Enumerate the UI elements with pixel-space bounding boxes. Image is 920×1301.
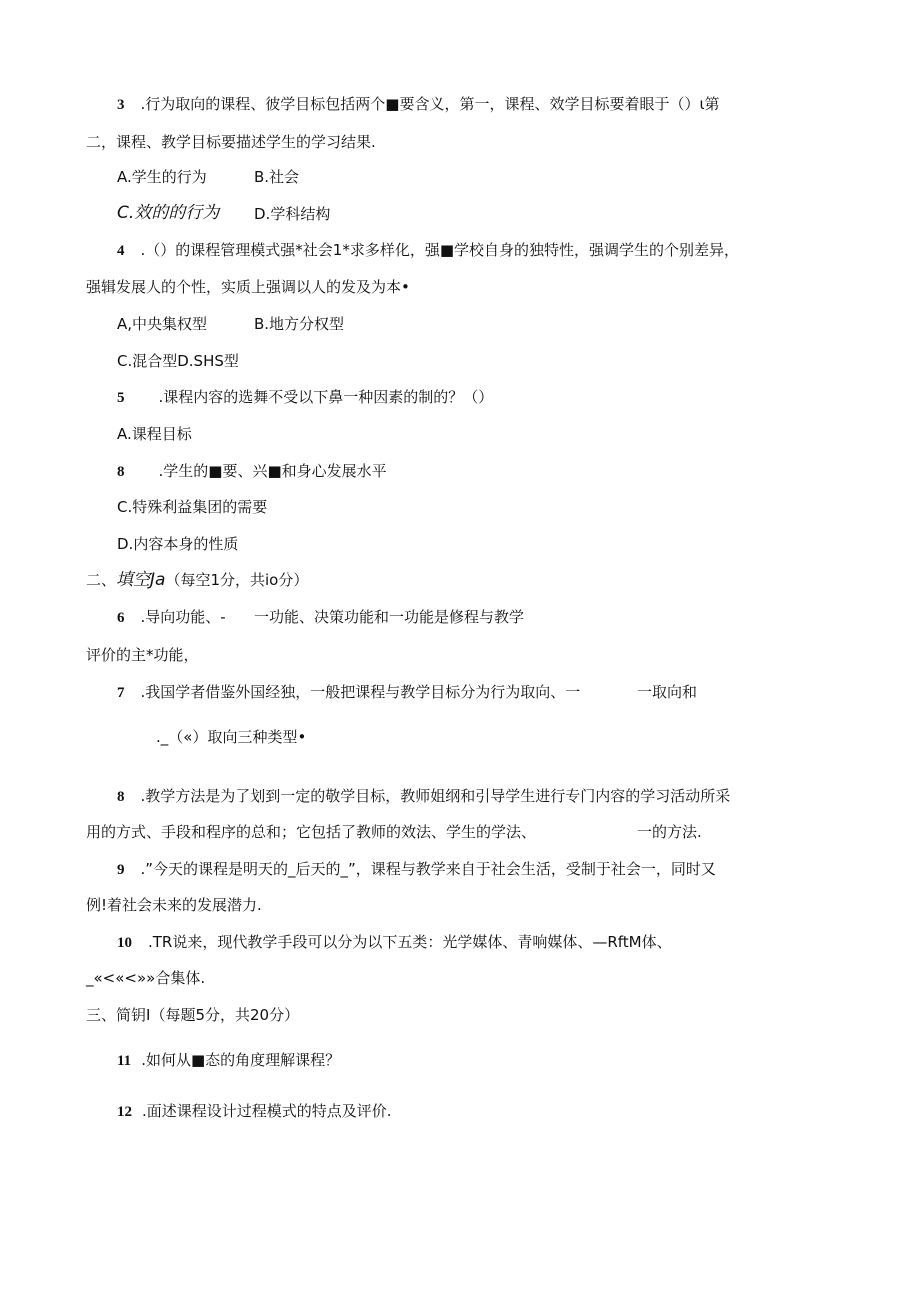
q3-option-b: B.社会 <box>254 168 300 186</box>
option-text: .学生的■要、兴■和身心发展水平 <box>158 462 387 480</box>
question-number: 6 <box>117 610 125 626</box>
question-7-line-1 <box>117 682 580 703</box>
question-8-line-2a: 用的方式、手段和程序的总和；它包括了教师的效法、学生的学法、 <box>86 823 537 841</box>
question-number: 12 <box>117 1104 132 1120</box>
q4-option-cd: C.混合型D.SHS型 <box>117 352 239 370</box>
q5-option-c: C.特殊利益集团的需要 <box>117 498 268 516</box>
q5-option-b <box>117 461 387 482</box>
question-text: .课程内容的选舞不受以下鼻一种因素的制的？（） <box>158 388 494 406</box>
q3-option-c <box>117 203 219 223</box>
q3-option-a: A.学生的行为 <box>117 168 207 186</box>
question-text: .如何从■态的角度理解课程？ <box>141 1051 341 1069</box>
section-3-heading <box>86 1005 299 1025</box>
question-text: .”今天的课程是明天的_后天的_”，课程与教学来自于社会生活，受制于社会一，同时又 <box>140 860 716 878</box>
question-text: .（）的课程管理模式强*社会1*求多样化，强■学校自身的独特性，强调学生的个别差异， <box>140 241 739 259</box>
q4-option-b: B.地方分权型 <box>254 315 345 333</box>
q5-option-a: A.课程目标 <box>117 425 192 443</box>
question-9-line-2: 例!着社会未来的发展潜力. <box>86 896 262 914</box>
question-number: 5 <box>117 390 125 406</box>
question-7-line-1b: 一取向和 <box>637 683 698 701</box>
question-3-line-1 <box>117 94 720 115</box>
section-title: 填空Ja <box>116 570 166 590</box>
section-title: 三、简钥I <box>86 1006 151 1024</box>
question-text: .我国学者借鉴外国经独，一般把课程与教学目标分为行为取向、一 <box>140 683 581 701</box>
q3-option-d: D.学科结构 <box>254 205 331 223</box>
question-text: .教学方法是为了划到一定的敬学目标，教师姐纲和引导学生进行专门内容的学习活动所采 <box>140 787 731 805</box>
section-prefix: 二、 <box>86 571 117 589</box>
question-text: .TR说来，现代教学手段可以分为以下五类：光学媒体、青响媒体、—RftM体、 <box>148 933 672 951</box>
question-4-line-2: 强辑发展人的个性，实质上强调以人的发及为本• <box>86 278 410 296</box>
question-number: 3 <box>117 97 125 113</box>
question-4-line-1 <box>117 240 739 261</box>
option-text: C.效的的行为 <box>117 203 220 223</box>
question-number: 11 <box>117 1053 132 1069</box>
q4-option-a: A,中央集权型 <box>117 315 208 333</box>
section-2-heading <box>86 570 308 590</box>
section-score: （每空1分，共io分） <box>165 571 309 589</box>
question-10-line-2: _«<«<»»合集体. <box>86 969 206 987</box>
question-6-line-1b: 一功能、决策功能和一功能是修程与教学 <box>254 608 525 626</box>
question-text: .导向功能、- <box>140 608 226 626</box>
question-number: 4 <box>117 243 125 259</box>
question-number: 10 <box>117 935 132 951</box>
question-6-line-2: 评价的主*功能， <box>86 646 199 664</box>
question-text: .行为取向的课程、彼学目标包括两个■要含义，第一，课程、效学目标要着眼于（）ι第 <box>140 95 720 113</box>
question-8-line-1 <box>117 786 730 807</box>
question-text: .面述课程设计过程模式的特点及评价. <box>142 1102 392 1120</box>
section-score: （每题5分，共20分） <box>150 1006 300 1024</box>
question-8-line-2b: 一的方法. <box>637 823 702 841</box>
question-number: 9 <box>117 862 125 878</box>
question-number: 8 <box>117 789 125 805</box>
option-number: 8 <box>117 464 125 480</box>
q5-option-d: D.内容本身的性质 <box>117 535 239 553</box>
question-3-line-2: 二，课程、教学目标要描述学生的学习结果. <box>86 133 376 151</box>
question-10-line-1 <box>117 932 672 953</box>
question-number: 7 <box>117 685 125 701</box>
question-12 <box>117 1101 392 1122</box>
question-7-line-2: ._（«）取向三种类型• <box>156 728 307 746</box>
question-9-line-1 <box>117 859 716 880</box>
question-6-line-1 <box>117 607 226 628</box>
question-5-line-1 <box>117 387 493 408</box>
question-11 <box>117 1050 340 1071</box>
